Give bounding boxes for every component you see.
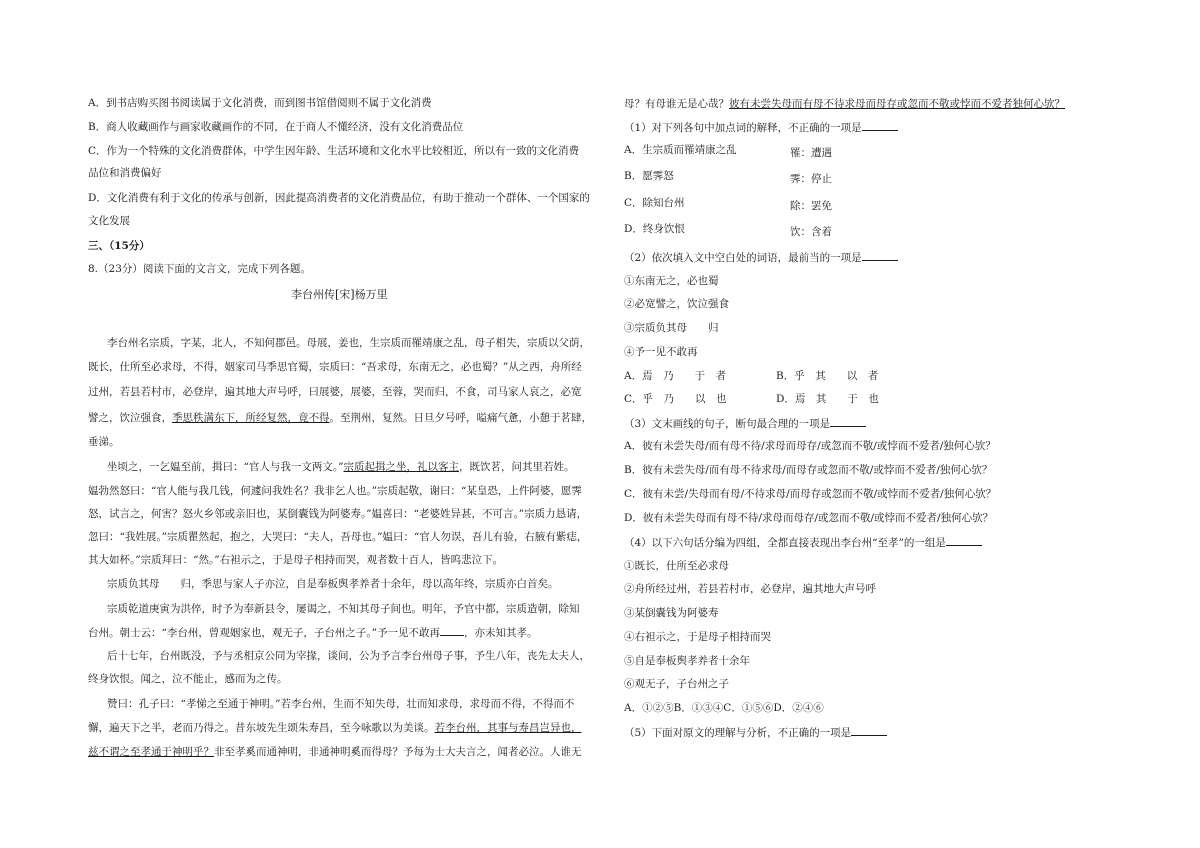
section-3-heading: 三、（15分）: [88, 240, 150, 252]
p1-line3: 过州，若县若村市，必登岸，遍其地大声号呼，曰展婆，展婆，至蓉，哭而归，不食，司马家人哀之，必宽: [88, 386, 582, 398]
q2-option-c: C．乎 乃 以 也: [624, 393, 727, 405]
q2-stem: （2）依次填入文中空白处的词语，最前当的一项是: [624, 250, 898, 265]
q3-stem: （3）文末画线的句子，断句最合理的一项是: [624, 416, 866, 431]
p6-line1: 赞曰：孔子曰：“孝悌之至通于神明。”若李台州，生而不知失母，壮而知求母，求母而不得，不得而不: [107, 698, 575, 710]
p2-line5: 其大如杯。”宗质拜曰：“然。”右袒示之，于是母子相持而哭，观者数十百人，皆呜悲泣下。: [88, 554, 504, 566]
answer-blank: [946, 535, 982, 546]
q2-sentence-3: ③宗质负其母 归: [624, 322, 719, 334]
p2-line4: 忽曰：“我姓展。”宗质瞿然起，抱之，大哭曰：“夫人，吾母也。”媪曰：“官人勿误，吾儿有验，右腋有紫痣，: [88, 531, 588, 543]
p5-line1: 后十七年，台州既没，予与丞相京公同为宰掾，谈间，公为予言李台州母子事，予生八年，丧先太夫人，: [107, 650, 590, 662]
q4-sentence-6: ⑥观无子，子台州之子: [624, 678, 729, 690]
q2-sentence-1: ①东南无之，必也蜀: [624, 275, 719, 287]
underlined-sentence-3b: 兹不谓之至孝通于神明乎？: [88, 746, 214, 758]
underlined-sentence-1: 季思秩满东下，所经复然，竟不得: [172, 412, 330, 424]
answer-blank: [862, 250, 898, 261]
underlined-sentence-3a: 若李台州，其事与寿昌岂异也，: [434, 722, 582, 734]
q7-option-a: A．到书店购买图书阅读属于文化消费，而到图书馆借阅则不属于文化消费: [88, 97, 432, 109]
q2-option-a: A．焉 乃 于 者: [624, 370, 727, 382]
answer-blank: [862, 120, 898, 131]
answer-blank: [830, 416, 866, 427]
underlined-sentence-2: 宗质起揖之坐，礼以客主: [343, 461, 459, 473]
q4-sentence-2: ②舟所经过州，若县若村市，必登岸，遍其地大声号呼: [624, 583, 876, 595]
p2-line2: 媪勃然怒曰：“官人能与我几钱，何遽问我姓名？我非乞人也。”宗质起敬，谢曰：“某皇恐，上件阿婆，愿霁: [88, 485, 582, 497]
p3-line1: 宗质负其母 归，季思与家人子亦泣，自是奉板舆孝养者十余年，母以高年终，宗质亦白首矣。: [107, 578, 559, 590]
q2-sentence-4: ④予一见不敢再: [624, 346, 698, 358]
q1-option-a: A．生宗质而罹靖康之乱: [624, 144, 737, 156]
q1-option-c: C．除知台州: [624, 197, 685, 209]
q1-gloss-c: 除：罢免: [790, 200, 832, 212]
q7-option-d-line1: D．文化消费有利于文化的传承与创新，因此提高消费者的文化消费品位，有助于推动一个群体、一个国家的: [88, 192, 590, 204]
q1-gloss-a: 罹：遭遇: [790, 147, 832, 159]
q7-option-b: B．商人收藏画作与画家收藏画作的不同，在于商人不懂经济，没有文化消费品位: [88, 121, 464, 133]
q2-option-d: D．焉 其 于 也: [776, 393, 879, 405]
q3-option-b: B．彼有未尝失母/而有母不待求母/而母存或忽而不敬/或悖而不爱者/独何心欤？: [624, 464, 993, 476]
q7-option-d-line2: 文化发展: [88, 215, 130, 227]
p6-line2: 懈，遍天下之半，老而乃得之。昔东坡先生颂朱寿昌，至今咏歌以为美谈。若李台州，其事与寿昌岂异也，: [88, 722, 582, 734]
answer-blank: [851, 725, 887, 736]
continuation-line: 母？有母谁无是心哉？彼有未尝失母而有母不待求母而母存或忽而不敬或悖而不爱者独何心欤？: [624, 98, 1065, 110]
q2-sentence-2: ②必宽譬之，饮泣强食: [624, 298, 729, 310]
underlined-sentence-4: 彼有未尝失母而有母不待求母而母存或忽而不敬或悖而不爱者独何心欤？: [729, 98, 1065, 110]
p6-line3: 兹不谓之至孝通于神明乎？非至孝奚而通神明，非通神明奚而得母？予每为士大夫言之，闻者必泣。人谁无: [88, 746, 582, 758]
q4-options: A．①②⑤B．①③④C．①⑤⑥D．②④⑥: [624, 702, 824, 714]
q7-option-c-line2: 品位和消费偏好: [88, 167, 162, 179]
p2-line1: 坐顷之，一乞媪至前，揖曰：“官人与我一文两文。”宗质起揖之坐，礼以客主，既饮茗，问其里若姓。: [107, 461, 575, 473]
q3-option-a: A．彼有未尝失母/而有母不待/求母而母存/或忽而不敬/或悖而不爱者/独何心欤？: [624, 440, 996, 452]
q8-intro: 8.（23分）阅读下面的文言文，完成下列各题。: [88, 263, 311, 275]
q3-option-c: C．彼有未尝/失母而有母/不待求母/而母存或忽而不敬/或悖而不爱者/独何心欤？: [624, 488, 997, 500]
p1-line2: 既长，仕所至必求母，不得，姻家司马季思官蜀，宗质曰：“吾求母，东南无之，必也蜀？”从之西，舟所经: [88, 361, 582, 373]
q5-stem: （5）下面对原文的理解与分析，不正确的一项是: [624, 725, 887, 740]
q3-option-d: D．彼有未尝失母而有母不待/求母而母存/或忽而不敬/或悖而不爱者/独何心欤？: [624, 512, 994, 524]
fill-blank: [440, 625, 464, 636]
q4-sentence-4: ④右袒示之，于是母子相持而哭: [624, 631, 771, 643]
q4-stem: （4）以下六句话分编为四组，全都直接表现出李台州“至孝”的一组是: [624, 535, 982, 550]
p5-line2: 终身饮恨。闻之，泣不能止，感而为之传。: [88, 673, 288, 685]
p1-line5: 垂涕。: [88, 436, 120, 448]
q4-sentence-3: ③某倒囊钱为阿婆寿: [624, 607, 719, 619]
q2-option-b: B．乎 其 以 者: [776, 370, 879, 382]
q1-option-d: D．终身饮恨: [624, 223, 685, 235]
q4-sentence-1: ①既长，仕所至必求母: [624, 560, 729, 572]
q1-gloss-b: 霁：停止: [790, 173, 832, 185]
q4-sentence-5: ⑤自是奉板舆孝养者十余年: [624, 655, 750, 667]
article-title: 李台州传[宋]杨万里: [291, 288, 388, 301]
q1-stem: （1）对下列各句中加点词的解释，不正确的一项是: [624, 120, 898, 135]
p4-line2: 台州。朝士云：“李台州，曾观姻家也，观无子，子台州之子。”予一见不敢再 ，亦未知其孝。: [88, 627, 538, 639]
q1-gloss-d: 饮：含着: [790, 226, 832, 238]
p1-line1: 李台州名宗质，字某，北人，不知何郡邑。母展，姜也，生宗质而罹靖康之乱，母子相失，宗质以父荫，: [107, 337, 590, 349]
p4-line1: 宗质乾道庚寅为洪倅，时予为奉新县令，屡谒之，不知其母子间也。明年，予官中都，宗质造朝，除知: [107, 603, 580, 615]
q1-option-b: B．愿霁怒: [624, 170, 674, 182]
p2-line3: 怒，试言之，何害？怒火乡邻或亲旧也，某倒囊钱为阿婆寿。”媪喜曰：“老婆姓异甚，不可言。”宗质力恳请，: [88, 508, 588, 520]
p1-line4: 譬之，饮泣强食，季思秩满东下，所经复然，竟不得。至荆州，复然。日旦夕号呼，嗌痛气惫，小憩于茗肆，: [88, 412, 592, 424]
q7-option-c-line1: C．作为一个特殊的文化消费群体，中学生因年龄、生活环境和文化水平比较相近，所以有一致的文化消费: [88, 145, 580, 157]
